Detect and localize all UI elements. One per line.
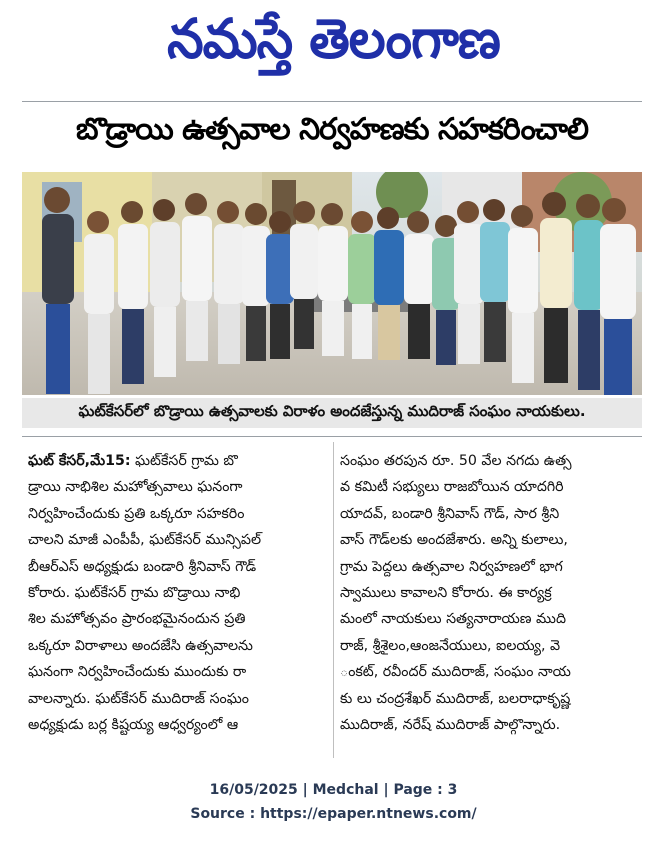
publication-info: 16/05/2025 | Medchal | Page : 3 (209, 782, 458, 798)
caption-divider (22, 436, 642, 437)
top-divider (22, 101, 642, 102)
article-column-left (28, 448, 333, 738)
article-line: వాలన్నారు. ఘట్‌కేసర్ ముదిరాజ్ సంఘం (28, 690, 249, 707)
article-line: ముదిరాజ్, నరేష్ ముదిరాజ్ పాల్గొన్నారు. (340, 717, 561, 734)
article-line: సంఘం తరపున రూ. 50 వేల నగదు ఉత్స (340, 453, 572, 469)
article-line (28, 448, 333, 474)
article-line: చాలని మాజీ ఎంపీపీ, ఘట్‌కేసర్ మున్సిపల్ (28, 532, 262, 549)
photo-caption: ఘట్‌కేసర్‌లో బొడ్రాయి ఉత్సవాలకు విరాళం అందజేస్తున్న ముదిరాజ్ సంఘం నాయకులు. (22, 398, 642, 428)
article-line: గ్రామ పెద్దలు ఉత్సవాల నిర్వహణలో భాగ (340, 558, 563, 575)
article-line: వాస్ గౌడ్‌లకు అందజేశారు. అన్ని కులాలు, (340, 532, 568, 549)
article-body (22, 442, 642, 758)
article-line-text: ఘట్‌కేసర్ గ్రామ బొ (135, 453, 238, 469)
article-line: స్వాములు కావాలని కోరారు. ఈ కార్యక్ర (340, 585, 552, 602)
article-line: కు లు చంద్రశేఖర్ ముదిరాజ్, బలరాధాకృష్ణ (340, 690, 571, 707)
article-line: కోరారు. ఘట్‌కేసర్ గ్రామ బొడ్రాయి నాభి (28, 585, 241, 602)
article-line: ంకట్, రవీందర్ ముదిరాజ్, సంఘం నాయ (340, 664, 571, 681)
source-link[interactable]: Source : https://epaper.ntnews.com/ (190, 806, 477, 822)
masthead (0, 0, 667, 92)
article-line: రాజ్, శ్రీశైలం,ఆంజనేయులు, ఐలయ్య, వె (340, 637, 561, 654)
article-line: అధ్యక్షుడు బర్ల కిష్టయ్య ఆధ్వర్యంలో ఆ (28, 717, 239, 734)
article-headline: బొడ్రాయి ఉత్సవాల నిర్వహణకు సహకరించాలి (76, 112, 588, 147)
newspaper-logo: నమస్తే తెలంగాణ (167, 7, 500, 72)
article-line: బీఆర్‌ఎస్ అధ్యక్షుడు బండారి శ్రీనివాస్ గౌడ్ (28, 558, 257, 575)
article-column-right (340, 448, 645, 738)
article-line: డ్రాయి నాభిశిల మహోత్సవాలు ఘనంగా (28, 479, 243, 496)
article-line: శిల మహోత్సవం ప్రారంభమైనందున ప్రతి (28, 611, 246, 628)
news-photo (22, 172, 642, 395)
article-line: వ కమిటీ సభ్యులు రాజబోయిన యాదగిరి (340, 479, 564, 496)
article-line: నిర్వహించేందుకు ప్రతి ఒక్కరూ సహకరిం (28, 505, 245, 522)
article-line: మంలో నాయకులు సత్యనారాయణ ముది (340, 611, 566, 628)
article-dateline: ఘట్ కేసర్,మే15: (28, 453, 131, 469)
article-line: ఘనంగా నిర్వహించేందుకు ముందుకు రా (28, 664, 247, 681)
column-divider (333, 442, 334, 758)
article-line: యాదవ్, బండారి శ్రీనివాస్ గౌడ్, సార శ్రీని (340, 505, 560, 522)
article-line: ఒక్కరూ విరాళాలు అందజేసి ఉత్సవాలను (28, 637, 253, 654)
